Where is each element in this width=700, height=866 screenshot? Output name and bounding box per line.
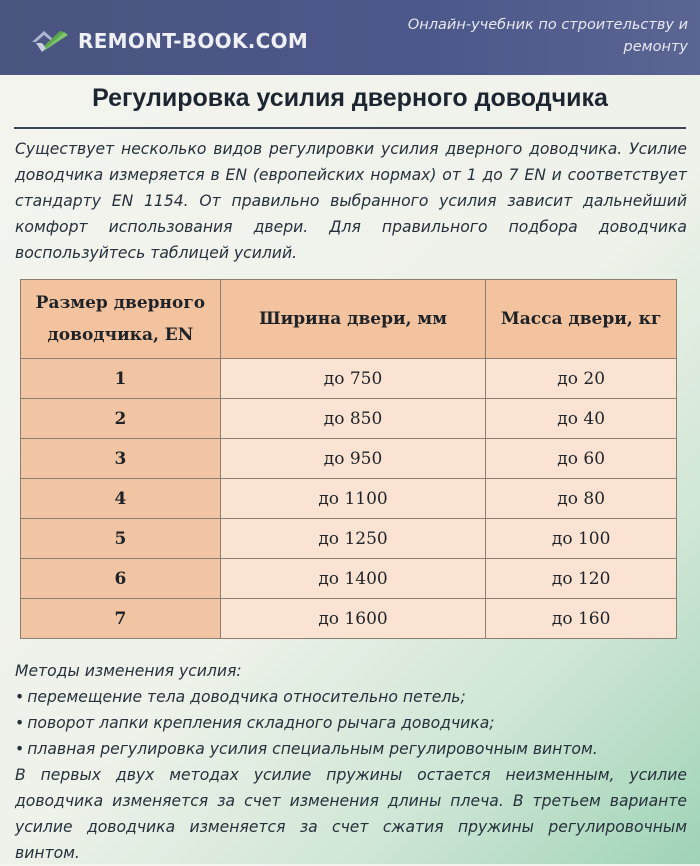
cell-size: 7	[21, 599, 221, 639]
cell-width: до 950	[220, 439, 486, 479]
method-text: перемещение тела доводчика относительно петель;	[27, 688, 466, 706]
cell-width: до 1100	[220, 479, 486, 519]
cell-mass: до 100	[486, 519, 677, 559]
bullet-icon: •	[15, 740, 25, 758]
cell-mass: до 160	[486, 599, 677, 639]
cell-size: 1	[21, 359, 221, 399]
methods-heading: Методы изменения усилия:	[15, 662, 242, 680]
list-item	[15, 684, 687, 710]
cell-width: до 750	[220, 359, 486, 399]
list-item	[15, 736, 687, 762]
cell-width: до 850	[220, 399, 486, 439]
cell-width: до 1400	[220, 559, 486, 599]
table-row	[21, 479, 677, 519]
header-door-width: Ширина двери, мм	[220, 280, 486, 359]
cell-mass: до 40	[486, 399, 677, 439]
table-row	[21, 359, 677, 399]
list-item	[15, 710, 687, 736]
methods-list	[15, 684, 687, 762]
cell-mass: до 80	[486, 479, 677, 519]
title-divider	[14, 127, 686, 129]
closer-force-table	[20, 279, 677, 639]
table-row	[21, 519, 677, 559]
table-row	[21, 599, 677, 639]
checkmark-house-logo-icon	[30, 28, 70, 54]
bullet-icon: •	[15, 714, 25, 732]
site-logo[interactable]	[30, 28, 308, 54]
table-row	[21, 399, 677, 439]
site-tagline: Онлайн-учебник по строительству и ремонту	[407, 17, 688, 55]
table-row	[21, 439, 677, 479]
cell-size: 3	[21, 439, 221, 479]
cell-mass: до 60	[486, 439, 677, 479]
site-header	[0, 0, 700, 75]
page-title: Регулировка усилия дверного доводчика	[92, 84, 608, 112]
logo-text: REMONT-BOOK.COM	[78, 29, 309, 53]
table-header-row	[21, 280, 677, 359]
table-row	[21, 559, 677, 599]
method-text: плавная регулировка усилия специальным регулировочным винтом.	[27, 740, 598, 758]
cell-size: 4	[21, 479, 221, 519]
cell-mass: до 20	[486, 359, 677, 399]
header-closer-size: Размер дверного доводчика, EN	[21, 280, 221, 359]
cell-size: 6	[21, 559, 221, 599]
methods-conclusion: В первых двух методах усилие пружины остается неизменным, усилие доводчика изменяется за счет изменения длины плеча. В третьем варианте усилие доводчика изменяется за счет сжатия пружины регулировочным винтом.	[15, 766, 687, 862]
bullet-icon: •	[15, 688, 25, 706]
cell-size: 5	[21, 519, 221, 559]
cell-width: до 1600	[220, 599, 486, 639]
methods-section	[15, 658, 687, 866]
method-text: поворот лапки крепления складного рычага доводчика;	[27, 714, 495, 732]
cell-width: до 1250	[220, 519, 486, 559]
intro-paragraph: Существует несколько видов регулировки усилия дверного доводчика. Усилие доводчика измеряется в EN (европейских нормах) от 1 до 7 EN и соответствует стандарту EN 1154. От правильно выбранного усилия зависит дальнейший комфорт использования двери. Для правильного подбора доводчика воспользуйтесь таблицей усилий.	[15, 140, 687, 262]
cell-size: 2	[21, 399, 221, 439]
header-door-mass: Масса двери, кг	[486, 280, 677, 359]
cell-mass: до 120	[486, 559, 677, 599]
